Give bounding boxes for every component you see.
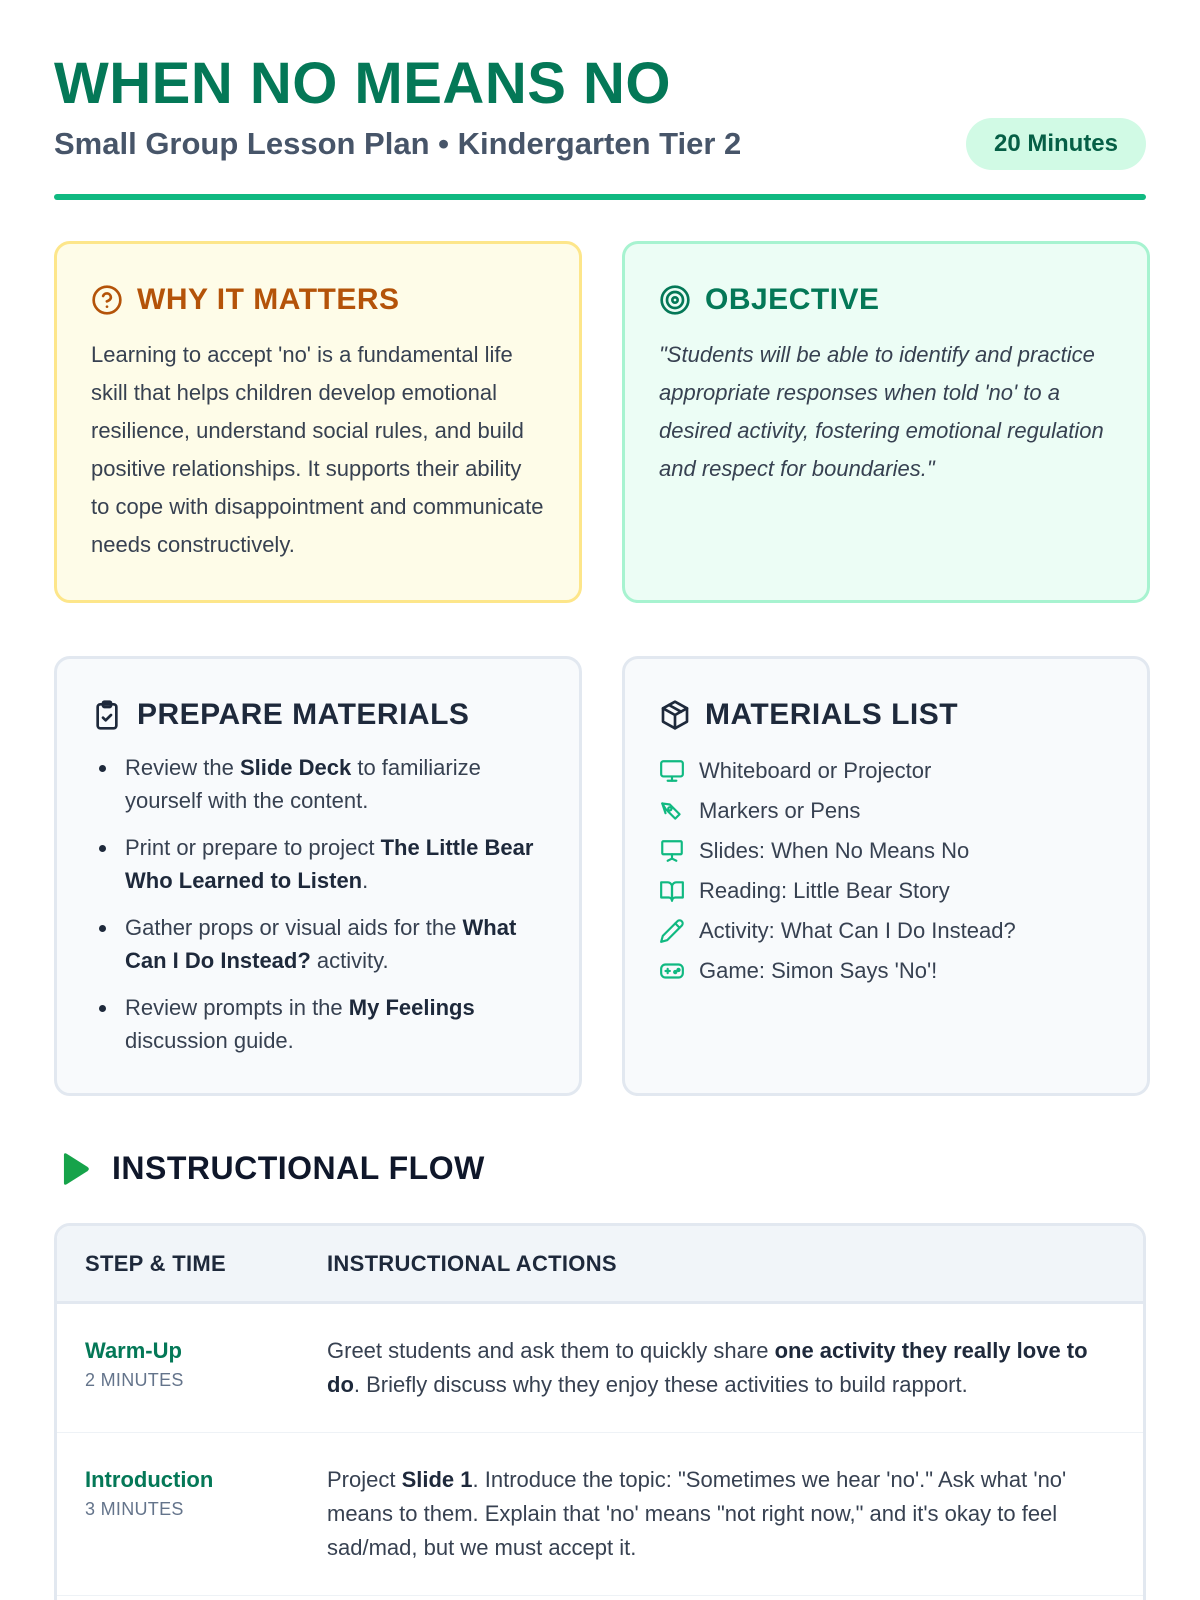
material-label: Game: Simon Says 'No'! (699, 958, 938, 983)
play-icon (58, 1151, 92, 1187)
materials-list-header (659, 695, 1113, 735)
step-name: Introduction (85, 1467, 214, 1492)
prepare-materials-title: PREPARE MATERIALS (137, 698, 470, 731)
material-label: Slides: When No Means No (699, 838, 970, 863)
materials-list (659, 751, 1113, 991)
prepare-item: Review prompts in the My Feelings discussion guide. (91, 991, 545, 1057)
material-label: Whiteboard or Projector (699, 758, 932, 783)
clipboard-check-icon (91, 699, 123, 731)
objective-title: OBJECTIVE (705, 283, 880, 316)
step-actions: Greet students and ask them to quickly share one activity they really love to do. Briefly discuss why they enjoy these activities to build rapport. (327, 1338, 1088, 1397)
material-item (659, 951, 1113, 991)
header-divider (54, 194, 1146, 200)
why-it-matters-card (54, 241, 582, 603)
material-item (659, 791, 1113, 831)
page-header (54, 52, 1146, 172)
prepare-item: Review the Slide Deck to familiarize yourself with the content. (91, 751, 545, 817)
objective-body: "Students will be able to identify and practice appropriate responses when told 'no' to a desired activity, fostering emotional regulation and respect for boundaries." (659, 342, 1104, 481)
book-open-icon (659, 878, 685, 904)
step-cell (57, 1334, 327, 1402)
target-icon (659, 284, 691, 316)
prepare-item: Print or prepare to project The Little Bear Who Learned to Listen. (91, 831, 545, 897)
material-item (659, 911, 1113, 951)
table-body (57, 1304, 1143, 1596)
step-actions: Project Slide 1. Introduce the topic: "Sometimes we hear 'no'." Ask what 'no' means to them. Explain that 'no' means "not right now," and it's okay to feel sad/mad, but we must accept it. (327, 1467, 1067, 1560)
marker-icon (659, 798, 685, 824)
why-it-matters-header (91, 280, 545, 320)
step-time: 2 MINUTES (85, 1370, 184, 1390)
material-item (659, 871, 1113, 911)
table-header-row (57, 1226, 1143, 1304)
step-cell (57, 1463, 327, 1565)
page-subtitle: Small Group Lesson Plan • Kindergarten Tier 2 (54, 126, 742, 161)
pencil-icon (659, 918, 685, 944)
materials-list-card (622, 656, 1150, 1096)
material-item (659, 751, 1113, 791)
step-name: Warm-Up (85, 1338, 182, 1363)
material-label: Reading: Little Bear Story (699, 878, 950, 903)
prepare-materials-header (91, 695, 545, 735)
monitor-icon (659, 758, 685, 784)
table-row (57, 1433, 1143, 1596)
question-circle-icon (91, 284, 123, 316)
prepare-materials-card (54, 656, 582, 1096)
objective-header (659, 280, 1113, 320)
page-title: WHEN NO MEANS NO (54, 51, 671, 116)
instructional-flow-heading (58, 1150, 485, 1187)
prepare-item: Gather props or visual aids for the What Can I Do Instead? activity. (91, 911, 545, 977)
material-item (659, 831, 1113, 871)
step-time: 3 MINUTES (85, 1499, 184, 1519)
duration-badge: 20 Minutes (966, 118, 1146, 170)
subtitle-row (54, 116, 1146, 172)
objective-card (622, 241, 1150, 603)
gamepad-icon (659, 958, 685, 984)
instructional-flow-title: INSTRUCTIONAL FLOW (112, 1150, 485, 1186)
material-label: Activity: What Can I Do Instead? (699, 918, 1016, 943)
column-header-step-time: STEP & TIME (85, 1250, 227, 1276)
why-it-matters-body: Learning to accept 'no' is a fundamental life skill that helps children develop emotional resilience, understand social rules, and build positive relationships. It supports their ability to cope with disappointment and communicate needs constructively. (91, 342, 544, 557)
why-it-matters-title: WHY IT MATTERS (137, 283, 400, 316)
package-icon (659, 699, 691, 731)
prepare-materials-list (91, 751, 545, 1057)
column-header-actions: INSTRUCTIONAL ACTIONS (327, 1250, 617, 1276)
materials-list-title: MATERIALS LIST (705, 698, 959, 731)
table-row (57, 1304, 1143, 1433)
material-label: Markers or Pens (699, 798, 861, 823)
presentation-icon (659, 838, 685, 864)
instructional-flow-table (54, 1223, 1146, 1600)
